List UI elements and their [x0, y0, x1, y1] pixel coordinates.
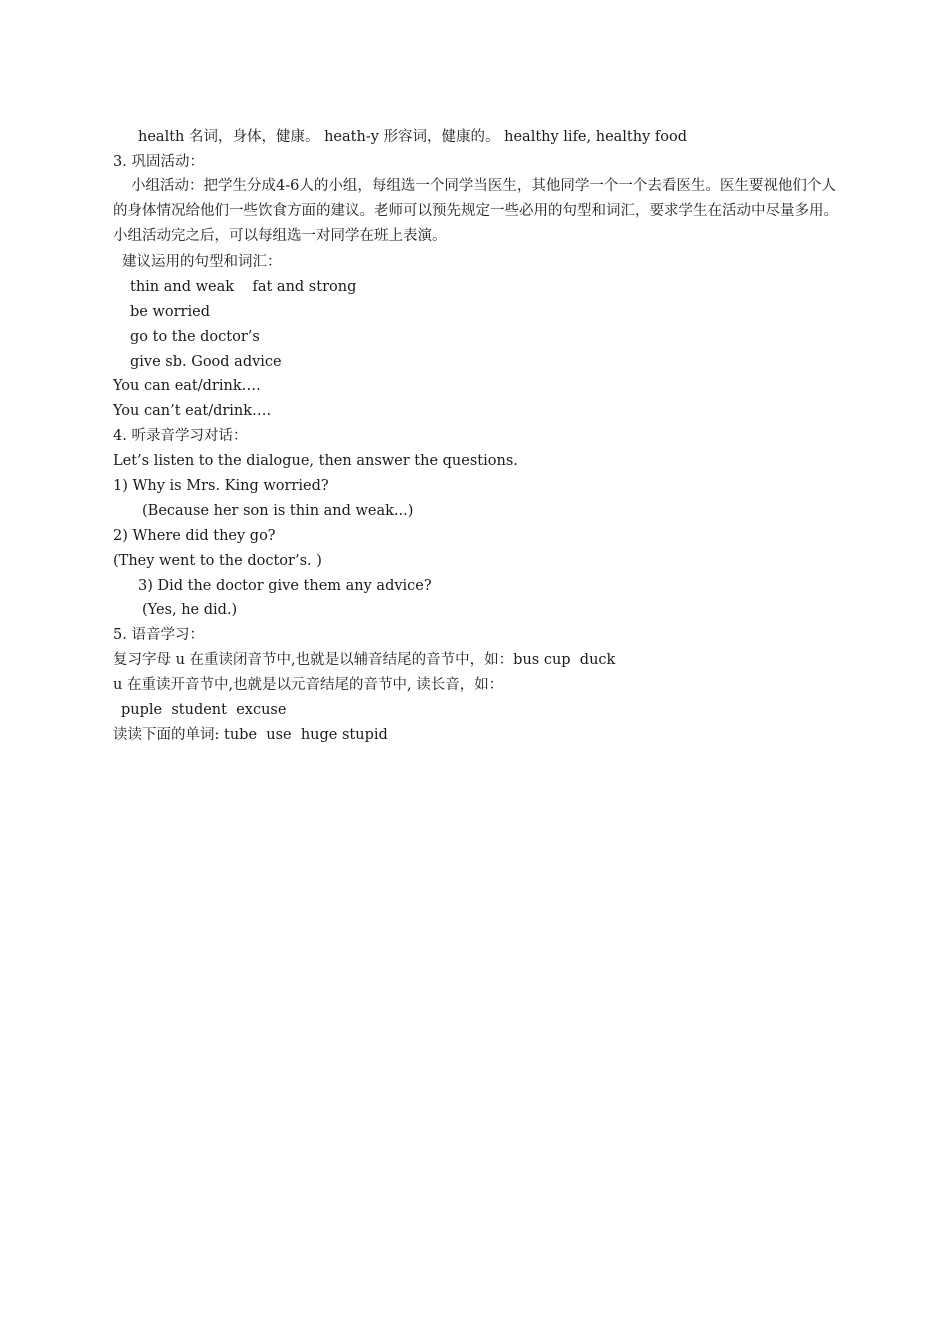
text-line-vocab-4: give sb. Good advice [130, 354, 282, 370]
heading-phonetics: 5. 语音学习： [113, 627, 204, 643]
heading-consolidation: 3. 巩固活动： [113, 154, 204, 170]
answer-3: (Yes, he did.) [142, 602, 238, 618]
text-line-closed-syllable: 复习字母 u 在重读闭音节中,也就是以辅音结尾的音节中，如：bus cup duck [113, 652, 616, 668]
text-line-cant-eat: You can’t eat/drink…. [113, 403, 272, 419]
text-line-open-syllable: u 在重读开音节中,也就是以元音结尾的音节中, 读长音，如： [113, 677, 504, 693]
paragraph-group-activity-text: 小组活动：把学生分成4-6人的小组，每组选一个同学当医生，其他同学一个一个去看医生。医生要视他们个人的身体情况给他们一些饮食方面的建议。老师可以预先规定一些必用的句型和词汇，要求学生在活动中尽量多用。小组活动完之后，可以每组选一对同学在班上表演。 [113, 178, 838, 244]
text-line-vocab-3: go to the doctor’s [130, 329, 260, 345]
question-3: 3) Did the doctor give them any advice? [138, 578, 432, 594]
text-line-examples: puple student excuse [121, 702, 287, 718]
answer-1: (Because her son is thin and weak...) [142, 503, 414, 519]
question-1: 1) Why is Mrs. King worried? [113, 478, 329, 494]
heading-listening: 4. 听录音学习对话： [113, 428, 248, 444]
text-line-can-eat: You can eat/drink…. [113, 378, 261, 394]
text-line-health: health 名词，身体，健康。 heath-y 形容词，健康的。 healthy life, healthy food [138, 129, 688, 145]
text-line-listen-intro: Let’s listen to the dialogue, then answer the questions. [113, 453, 518, 469]
answer-2: (They went to the doctor’s. ) [113, 553, 322, 569]
paragraph-group-activity [113, 174, 841, 249]
text-line-vocab-1: thin and weak fat and strong [130, 279, 357, 295]
question-2: 2) Where did they go? [113, 528, 276, 544]
text-line-vocab-2: be worried [130, 304, 210, 320]
text-line-read-words: 读读下面的单词: tube use huge stupid [113, 727, 388, 743]
text-line-suggested: 建议运用的句型和词汇： [122, 254, 282, 270]
